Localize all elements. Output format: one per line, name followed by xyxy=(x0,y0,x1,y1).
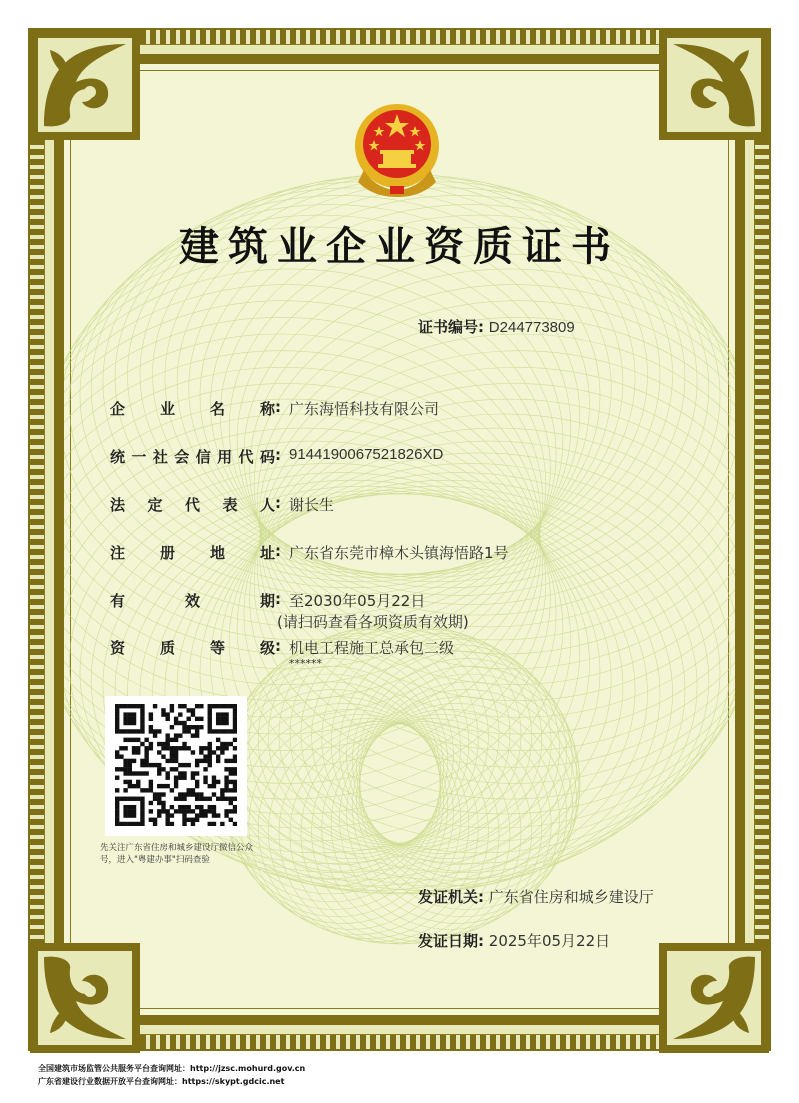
field-colon: : xyxy=(275,590,281,608)
certificate-number xyxy=(418,316,575,337)
certificate-number-label: 证书编号 xyxy=(418,318,479,336)
field-value: 广东海悟科技有限公司 xyxy=(289,400,440,418)
corner-ornament-icon xyxy=(30,943,140,1053)
certificate-number-colon: : xyxy=(478,318,485,336)
field-label: 统一社会信用代码 xyxy=(110,448,275,466)
field-qualification-level xyxy=(110,637,454,669)
field-label: 法定代表人 xyxy=(110,496,275,514)
qr-code-panel xyxy=(105,696,247,836)
field-registered-address xyxy=(110,542,509,563)
issue-date-label: 发证日期 xyxy=(418,932,479,950)
issuing-authority-label: 发证机关 xyxy=(418,888,479,906)
guilloche-pattern xyxy=(64,64,735,1015)
corner-ornament-icon xyxy=(659,30,769,140)
border-slats-top xyxy=(140,30,660,44)
field-colon: : xyxy=(275,446,281,464)
issuing-authority xyxy=(418,886,654,907)
issuing-authority-value: 广东省住房和城乡建设厅 xyxy=(488,888,654,906)
issuing-authority-colon: : xyxy=(478,888,485,906)
corner-ornament-icon xyxy=(30,30,140,140)
issue-date-value: 2025年05月22日 xyxy=(488,932,611,950)
field-colon: : xyxy=(275,494,281,512)
field-value: 9144190067521826XD xyxy=(289,446,444,463)
qualification-mask: ****** xyxy=(289,657,322,670)
field-colon: : xyxy=(275,542,281,560)
field-credit-code xyxy=(110,446,443,467)
issue-date-colon: : xyxy=(478,932,485,950)
field-label: 资质等级 xyxy=(110,639,275,657)
issue-date xyxy=(418,930,610,951)
footer-query-url-provincial: 广东省建设行业数据开放平台查询网址：https://skypt.gdcic.net xyxy=(38,1077,285,1086)
field-label: 企业名称 xyxy=(110,400,275,418)
validity-date: 至2030年05月22日 xyxy=(289,592,426,610)
field-colon: : xyxy=(275,398,281,416)
certificate-number-value: D244773809 xyxy=(488,319,575,336)
certificate-title: 建筑业企业资质证书 xyxy=(179,224,620,270)
field-value: 广东省东莞市樟木头镇海悟路1号 xyxy=(289,544,509,562)
footer-query-url-national: 全国建筑市场监管公共服务平台查询网址：http://jzsc.mohurd.gov.cn xyxy=(38,1064,306,1073)
qr-code-icon xyxy=(115,704,237,826)
national-emblem-icon xyxy=(352,100,442,198)
field-value: 谢长生 xyxy=(289,496,335,514)
field-legal-representative xyxy=(110,494,334,515)
field-label: 注册地址 xyxy=(110,544,275,562)
field-colon: : xyxy=(275,637,281,655)
field-value xyxy=(289,637,454,669)
corner-ornament-icon xyxy=(659,943,769,1053)
field-validity xyxy=(110,590,469,632)
field-label: 有效期 xyxy=(110,592,275,610)
field-value xyxy=(277,590,469,632)
qualification-text: 机电工程施工总承包二级 xyxy=(289,639,455,657)
field-company-name xyxy=(110,398,439,419)
border-slats-bottom xyxy=(140,1035,660,1049)
validity-note: (请扫码查看各项资质有效期) xyxy=(277,613,469,631)
qr-instructions: 先关注广东省住房和城乡建设厅微信公众号，进入"粤建办事"扫码查验 xyxy=(100,843,254,865)
